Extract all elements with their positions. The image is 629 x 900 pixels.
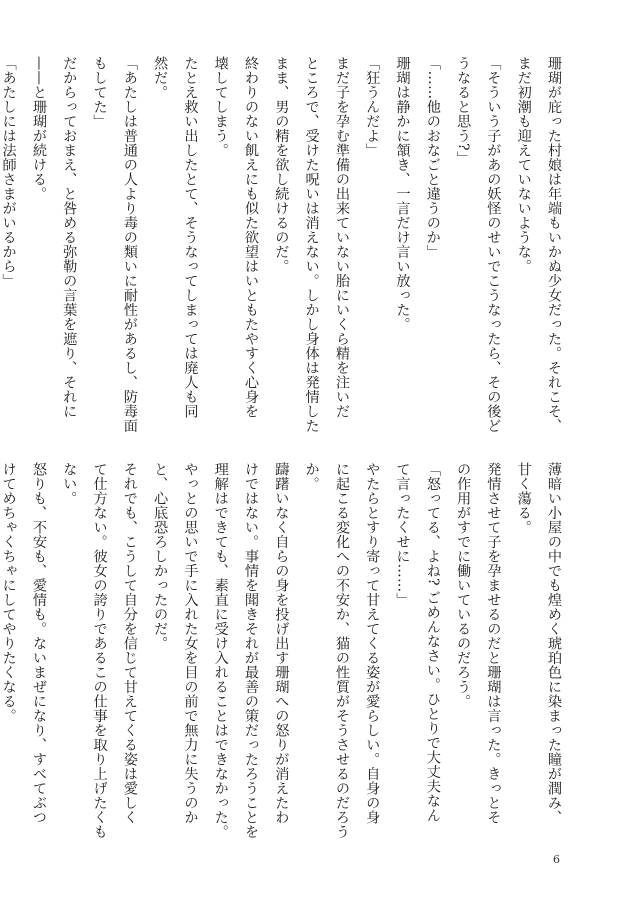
text-line: て仕方ない。彼女の誇りであるこの仕事を取り上げたくも [91,462,108,839]
upper-text-block [0,56,569,433]
text-line: 甘く蕩る。 [515,462,532,535]
text-line: うなると思う?」 [455,56,472,166]
text-line: ない。 [61,462,78,506]
text-line: 珊瑚は静かに頷き、一言だけ言い放った。 [394,56,411,332]
text-line: 薄暗い小屋の中でも煌めく琥珀色に染まった瞳が潤み、 [546,462,562,825]
text-line: 躊躇いなく自らの身を投げ出す珊瑚への怒りが消えたわ [273,462,290,825]
text-line: 珊瑚が庇った村娘は年端もいかぬ少女だった。それこそ、 [546,56,562,433]
page-number: 6 [553,853,560,866]
text-line: 壊してしまう。 [212,56,229,158]
text-line: まだ初潮も迎えていないような。 [515,56,532,274]
text-line: ところで、受けた呪いは消えない。しかし身体は発情した [303,56,320,433]
text-line: けてめちゃくちゃにしてやりたくなる。 [0,462,17,723]
text-line: の作用がすでに働いているのだろう。 [455,462,472,709]
text-line: 「怒ってる、よね? ごめんなさい。ひとりで大丈夫なん [424,462,441,823]
text-line: 怒りも、不安も、愛情も。ないまぜになり、すべてぶつ [30,462,47,825]
text-line: ——と珊瑚が続ける。 [30,56,47,201]
text-line: 理解はできても、素直に受け入れることはできなかった。 [212,462,229,839]
text-line: まだ子を孕む準備の出来ていない胎にいくら精を注いだ [333,56,350,419]
text-line: 「そういう子があの妖怪のせいでこうなったら、その後ど [485,56,502,433]
text-line: に起こる変化への不安か、猫の性質がそうさせるのだろう [333,462,350,839]
text-line: たとえ救い出したとて、そうなってしまっては廃人も同 [182,56,199,419]
text-line: 「……他のおなごと違うのか」 [424,56,441,259]
text-line: まま、男の精を欲し続けるのだ。 [273,56,290,274]
text-line: 「狂うんだよ」 [364,56,381,158]
text-line: か。 [303,462,320,491]
lower-text-block [0,462,569,839]
text-line: やたらとすり寄って甘えてくる姿が愛らしい。自身の身 [364,462,381,825]
text-line: けではない。事情を聞きそれが最善の策だったろうことを [243,462,260,839]
text-line: 「あたしには法師さまがいるから」 [0,56,17,288]
text-line: それでも、こうして自分を信じて甘えてくる姿は愛しく [121,462,138,825]
text-line: て言ったくせに……」 [394,462,411,607]
text-line: 「あたしは普通の人より毒の類いに耐性があるし、防毒面 [121,56,138,433]
text-line: 発情させて子を孕ませるのだと珊瑚は言った。きっとそ [485,462,502,825]
text-line: やっとの思いで手に入れた女を目の前で無力に失うのか [182,462,199,825]
text-line: と、心底恐ろしかったのだ。 [152,462,169,651]
text-line: だからっておまえ、と咎める弥勒の言葉を遮り、それに [61,56,78,419]
text-line: 然だ。 [152,56,169,100]
text-line: 終わりのない飢えにも似た欲望はいともたやすく心身を [243,56,260,419]
text-line: もしてた」 [91,56,108,129]
